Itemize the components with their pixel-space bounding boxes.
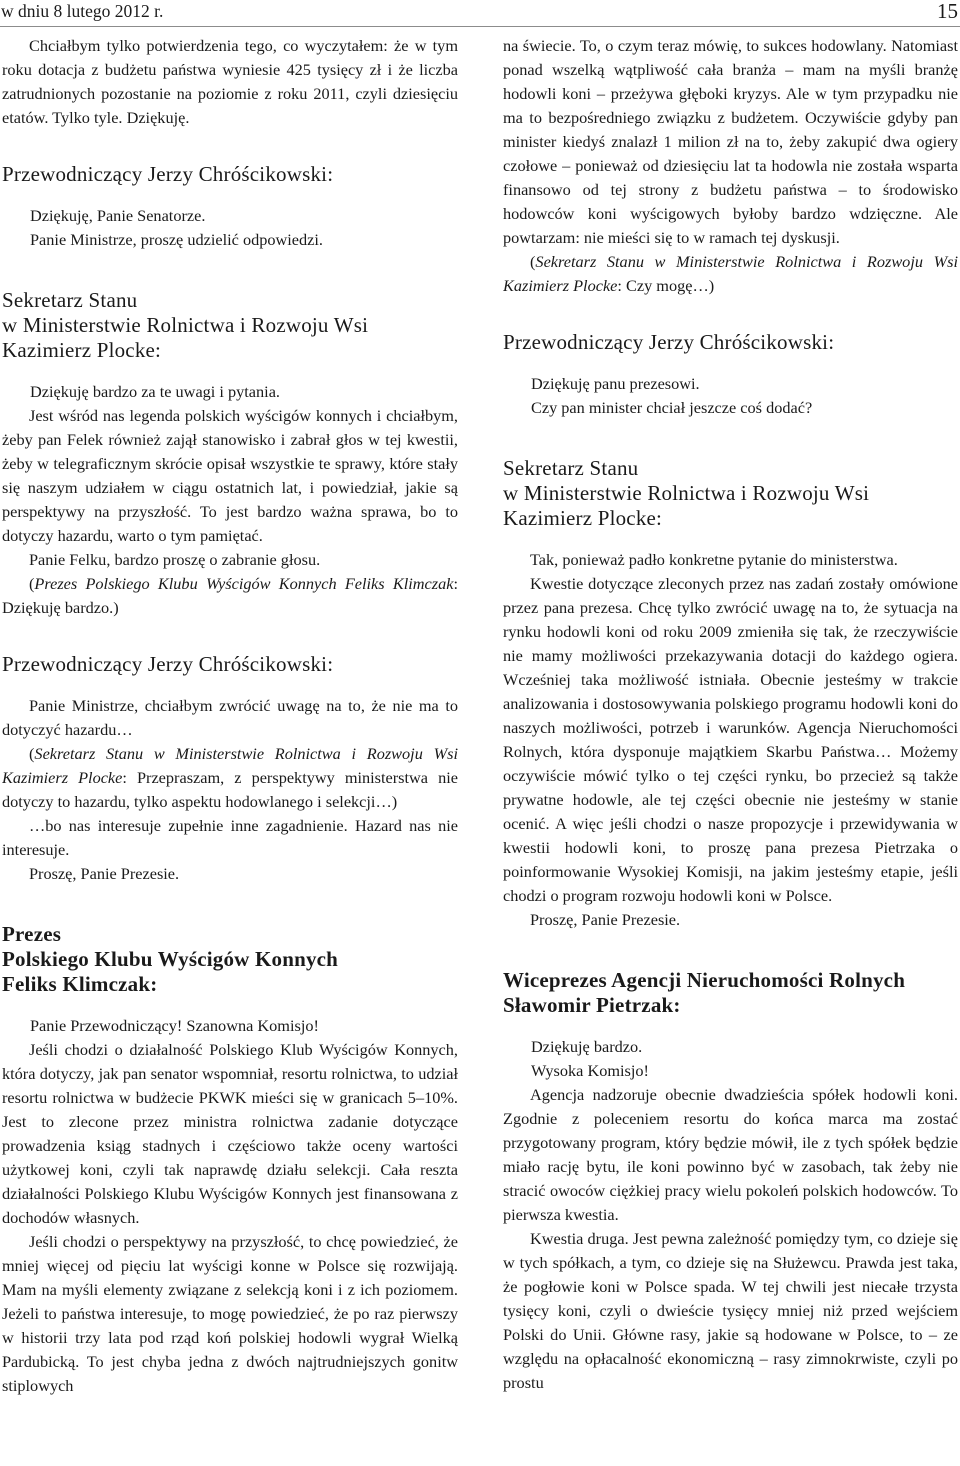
paragraph: Dziękuję bardzo.: [531, 1037, 643, 1056]
speaker-heading: Przewodniczący Jerzy Chróścikowski:: [2, 652, 334, 676]
left-column: [2, 34, 458, 1466]
speaker-name: Sławomir Pietrzak:: [503, 993, 681, 1017]
paragraph: Agencja nadzoruje obecnie dwadzieścia spółek hodowli koni. Zgodnie z poleceniem resortu do końca marca ma zostać przygotowany program, który będzie mówił, ile z tych spółek będzie miało rację bytu, ile koni powinno być w zasobach, tak żeby nie stracić owoców ciężkiej pracy wielu pokoleń polskich hodowców. To pierwsza kwestia.: [503, 1085, 958, 1224]
speaker-heading: [2, 288, 458, 363]
interjection-speaker: Sekretarz Stanu w Ministerstwie Rolnictwa i Rozwoju Wsi Kazimierz Plocke: [503, 252, 958, 295]
page-number: 15: [937, 0, 958, 23]
paragraph: Panie Felku, bardzo proszę o zabranie głosu.: [29, 550, 321, 569]
page-header: [0, 0, 960, 27]
speaker-title: Prezes: [2, 922, 62, 946]
paragraph: na świecie. To, o czym teraz mówię, to sukces hodowlany. Natomiast ponad wszelką wątpliwość cała branża – mam na myśli branżę hodowli koni – przeżywa głęboki kryzys. Ale w tym przypadku nie ma to bezpośredniego związku z budżetem. Oczywiście gdyby pan minister kiedyś znalazł 1 milion zł na to, żeby zakupić dwa ogiery czołowe – ponieważ od dziesięciu lat ta hodowla nie została wsparta finansowo od tej strony z budżetu państwa – to środowisko hodowców koni wyścigowych byłoby bardzo wdzięczne. Ale powtarzam: nie mieści się to w ramach tej dyskusji.: [503, 36, 958, 247]
interjection-speaker: Sekretarz Stanu w Ministerstwie Rolnictwa i Rozwoju Wsi Kazimierz Plocke: [2, 744, 458, 787]
speaker-title: Sekretarz Stanu: [2, 288, 138, 312]
right-column: [503, 34, 958, 1466]
paragraph: Proszę, Panie Prezesie.: [530, 910, 681, 929]
paragraph: Dziękuję, Panie Senatorze.: [30, 206, 206, 225]
speaker-organization: Polskiego Klubu Wyścigów Konnych: [2, 947, 339, 971]
paragraph: Proszę, Panie Prezesie.: [29, 864, 180, 883]
speaker-ministry: w Ministerstwie Rolnictwa i Rozwoju Wsi: [503, 481, 870, 505]
interjection-speaker: Prezes Polskiego Klubu Wyścigów Konnych Feliks Klimczak: [34, 574, 454, 593]
paragraph: Panie Przewodniczący! Szanowna Komisjo!: [30, 1016, 319, 1035]
interjection: (Sekretarz Stanu w Ministerstwie Rolnictwa i Rozwoju Wsi Kazimierz Plocke: Czy mogę…): [503, 252, 958, 295]
speaker-heading: [503, 968, 958, 1018]
speaker-heading: Przewodniczący Jerzy Chróścikowski:: [503, 330, 835, 354]
speaker-heading: Przewodniczący Jerzy Chróścikowski:: [2, 162, 334, 186]
paragraph: Czy pan minister chciał jeszcze coś dodać?: [531, 398, 813, 417]
paragraph: Chciałbym tylko potwierdzenia tego, co wyczytałem: że w tym roku dotacja z budżetu państwa wyniesie 425 tysięcy zł i że liczba zatrudnionych pozostanie na poziomie z roku 2011, czyli dziesięciu etatów. Tylko tyle. Dziękuję.: [2, 36, 458, 127]
paragraph: Panie Ministrze, proszę udzielić odpowiedzi.: [30, 230, 323, 249]
speaker-title: Wiceprezes Agencji Nieruchomości Rolnych: [503, 968, 906, 992]
speaker-name: Kazimierz Plocke:: [503, 506, 663, 530]
paragraph: Kwestie dotyczące zleconych przez nas zadań zostały omówione przez pana prezesa. Chcę tylko zwrócić uwagę na to, że sytuacja na rynku hodowli koni od roku 2009 zmieniła się tak, że rzeczywiście nie mamy możliwości przekazywania dotacji do każdego ogiera. Wcześniej taka możliwość istniała. Obecnie jesteśmy w trakcie analizowania i dostosowywania polskiego programu hodowli koni do naszych możliwości, potrzeb i warunków. Agencja Nieruchomości Rolnych, która dysponuje majątkiem Skarbu Państwa… Możemy oczywiście mówić tylko o tej części rynku, bo przecież są także prywatne hodowle, ale tej części obecnie nie jesteśmy w stanie ocenić. A więc jeśli chodzi o nasze propozycje i przewidywania w kwestii hodowli koni, to proszę pana prezesa Pietrzaka o poinformowanie Wysokiej Komisji, na jakim jesteśmy etapie, jeśli chodzi o program rozwoju hodowli koni w Polsce.: [503, 574, 958, 905]
paragraph: Dziękuję panu prezesowi.: [531, 374, 700, 393]
speaker-heading: [503, 456, 958, 531]
paragraph: …bo nas interesuje zupełnie inne zagadnienie. Hazard nas nie interesuje.: [2, 816, 458, 859]
speaker-name: Feliks Klimczak:: [2, 972, 158, 996]
paragraph: Jeśli chodzi o perspektywy na przyszłość, to chcę powiedzieć, że mniej więcej od pięciu lat wyścigi konne w Polsce się rozwijają. Mam na myśli elementy związane z selekcją koni i z ich poziomem. Jeżeli to państwa interesuje, to mogę powiedzieć, że po raz pierwszy w historii trzy lata pod rząd koń polskiej hodowli wygrał Wielką Pardubicką. To jest chyba jedna z dwóch najtrudniejszych gonitw stiplowych: [2, 1232, 458, 1395]
paragraph: Jest wśród nas legenda polskich wyścigów konnych i chciałbym, żeby pan Felek również zajął stanowisko i zabrał głos w tej kwestii, żeby w telegraficznym skrócie opisał wszystkie te sprawy, które stały się naszym udziałem w ciągu ostatnich lat, i powiedział, jakie są perspektywy na przyszłość. To jest bardzo ważna sprawa, bo to dotyczy hazardu, warto o tym pamiętać.: [2, 406, 458, 545]
speaker-ministry: w Ministerstwie Rolnictwa i Rozwoju Wsi: [2, 313, 369, 337]
paragraph: Kwestia druga. Jest pewna zależność pomiędzy tym, co dzieje się w tych spółkach, a tym, co dzieje się na Służewcu. Prawda jest taka, że pogłowie koni w Polsce spada. W tej chwili jest niecałe trzysta tysięcy koni, czyli o dwieście tysięcy mniej niż przed wejściem Polski do Unii. Główne rasy, jakie są hodowane w Polsce, to – ze względu na opłacalność ekonomiczną – rasy zimnokrwiste, czyli po prostu: [503, 1229, 958, 1392]
paragraph: Panie Ministrze, chciałbym zwrócić uwagę na to, że nie ma to dotyczyć hazardu…: [2, 696, 458, 739]
speaker-title: Sekretarz Stanu: [503, 456, 639, 480]
paragraph: Jeśli chodzi o działalność Polskiego Klub Wyścigów Konnych, która dotyczy, jak pan senator wspomniał, resortu rolnictwa, to udział resortu rolnictwa w budżecie PKWK mieści się w granicach 5–10%. Jest to zlecone przez ministra rolnictwa zadanie dotyczące prowadzenia ksiąg stadnych i częściowo także oceny wartości użytkowej koni, czyli tak naprawdę działu selekcji. Cała reszta działalności Polskiego Klubu Wyścigów Konnych jest finansowana z dochodów własnych.: [2, 1040, 458, 1227]
interjection: (Sekretarz Stanu w Ministerstwie Rolnictwa i Rozwoju Wsi Kazimierz Plocke: Przepraszam, z perspektywy ministerstwa nie dotyczy to hazardu, tylko aspektu hodowlanego i selekcji…): [2, 744, 458, 811]
header-date: w dniu 8 lutego 2012 r.: [1, 1, 164, 21]
speaker-name: Kazimierz Plocke:: [2, 338, 162, 362]
interjection: (Prezes Polskiego Klubu Wyścigów Konnych Feliks Klimczak: Dziękuję bardzo.): [2, 574, 458, 617]
speaker-heading: [2, 922, 458, 997]
paragraph: Dziękuję bardzo za te uwagi i pytania.: [30, 382, 280, 401]
paragraph: Tak, ponieważ padło konkretne pytanie do ministerstwa.: [530, 550, 898, 569]
paragraph: Wysoka Komisjo!: [531, 1061, 649, 1080]
